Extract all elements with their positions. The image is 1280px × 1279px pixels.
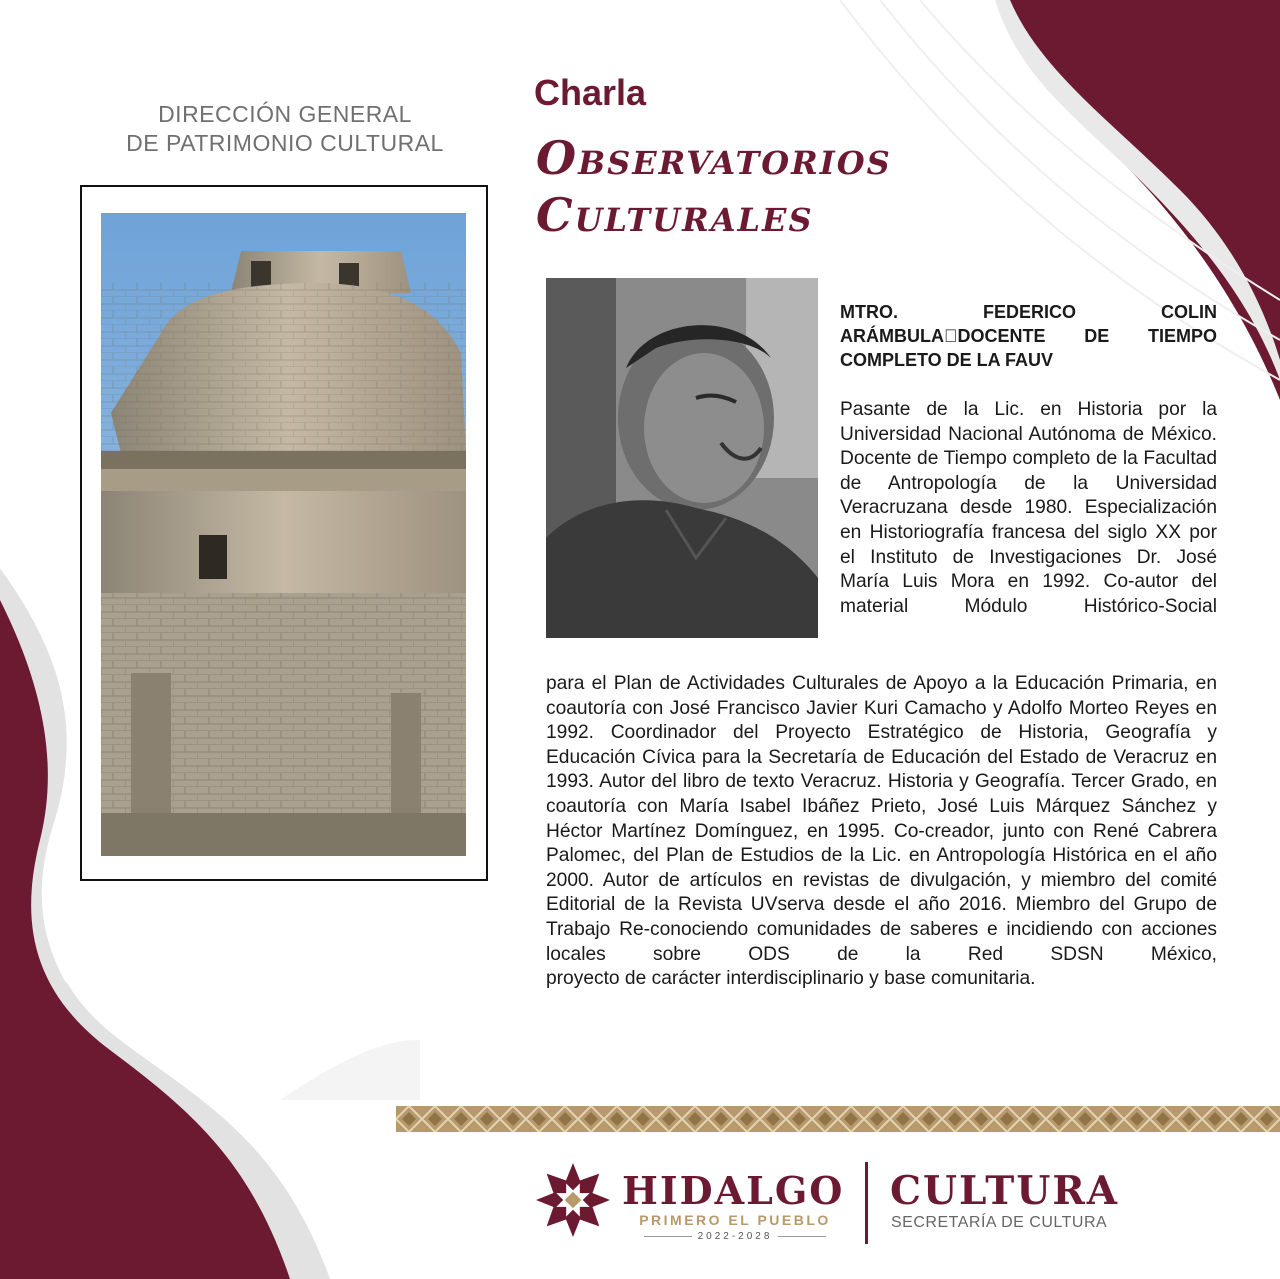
cultura-wordmark: CULTURA xyxy=(890,1168,1119,1214)
hidalgo-star-icon xyxy=(534,1160,612,1240)
event-title-line-1: Observatorios xyxy=(536,131,892,185)
organization-name xyxy=(90,100,480,158)
decorative-pattern-band xyxy=(396,1106,1280,1132)
organization-line-2: DE PATRIMONIO CULTURAL xyxy=(126,130,444,156)
biography-part-1: Pasante de la Lic. en Historia por la Universidad Nacional Autónoma de México. Docente de Tiempo completo de la Facultad de Antropología de la Universidad Veracruzana desde 1980. Especialización en Historiografía francesa del siglo XX por el Instituto de Investigaciones Dr. José María Luis Mora en 1992. Co-autor del material Módulo Histórico-Social xyxy=(840,399,1217,617)
organization-line-1: DIRECCIÓN GENERAL xyxy=(158,101,412,127)
footer-logos xyxy=(530,1158,1140,1248)
event-title-line-2: Culturales xyxy=(536,188,814,242)
speaker-heading: MTRO. FEDERICO COLIN ARÁMBULA DOCENTE DE TIEMPO COMPLETO DE LA FAUV xyxy=(840,302,1217,370)
event-kicker: Charla xyxy=(534,72,647,113)
biography-body: para el Plan de Actividades Culturales de Apoyo a la Educación Primaria, en coautoría con José Francisco Javier Kuri Camacho y Adolfo Morteo Reyes en 1992. Coordinador del Proyecto Estratégico de Historia, Geografía y Educación Cívica para la Secretaría de Educación del Estado de Veracruz en 1993. Autor del libro de texto Veracruz. Historia y Geografía. Tercer Grado, en coautoría con María Isabel Ibáñez Prieto, José Luis Márquez Sánchez y Héctor Martínez Domínguez, en 1995. Co-creador, junto con René Cabrera Palomec, del Plan de Estudios de la Lic. en Antropología Histórica en el año 2000. Autor de artículos en revistas de divulgación, y miembro del comité Editorial de la Revista UVserva desde el año 2016. Miembro del Grupo de Trabajo Re-conociendo comunidades de saberes e incidiendo con acciones locales sobre ODS de la Red SDSN México, xyxy=(546,673,1217,965)
biography-last-line: proyecto de carácter interdisciplinario y base comunitaria. xyxy=(546,968,1036,990)
slogan: PRIMERO EL PUEBLO xyxy=(639,1212,831,1228)
hidalgo-wordmark: HIDALGO xyxy=(622,1168,845,1213)
event-title xyxy=(536,130,1056,244)
logo-divider xyxy=(865,1162,868,1244)
years: 2022-2028 xyxy=(623,1231,847,1242)
biography-part-2 xyxy=(546,672,1217,992)
secretaria-label: SECRETARÍA DE CULTURA xyxy=(891,1214,1108,1231)
speaker-portrait xyxy=(546,278,818,638)
observatory-photo xyxy=(101,213,466,856)
